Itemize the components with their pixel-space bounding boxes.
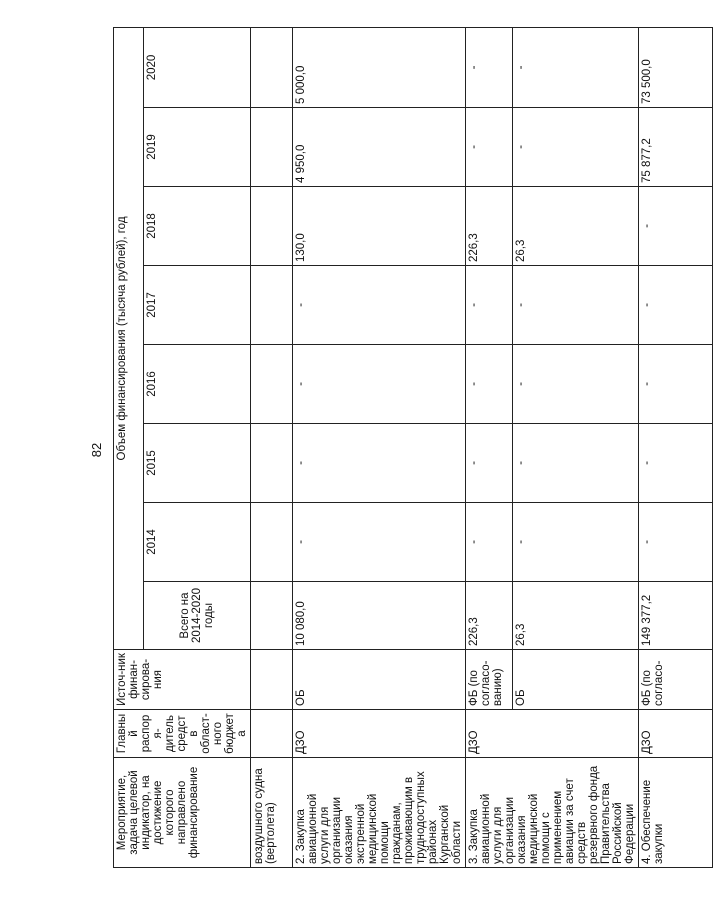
table-row <box>466 27 513 867</box>
cell-total <box>251 582 293 650</box>
cell-2016: - <box>466 345 513 424</box>
cell-total: 10 080,0 <box>293 582 466 650</box>
cell-2017: - <box>293 266 466 345</box>
table-row <box>293 27 466 867</box>
header-volume: Объем финансирования (тысяча рублей), год <box>114 27 144 649</box>
table-row <box>639 27 713 867</box>
cell-measure: воздушного судна (вертолета) <box>251 758 293 868</box>
header-year-2018: 2018 <box>144 187 251 266</box>
cell-2016: - <box>293 345 466 424</box>
cell-2020: 73 500,0 <box>639 27 713 107</box>
cell-source: ОБ <box>293 650 466 710</box>
cell-2017: - <box>639 266 713 345</box>
cell-source: ФБ (по согласо- <box>639 650 713 710</box>
cell-total: 226,3 <box>466 582 513 650</box>
cell-manager <box>251 710 293 758</box>
header-year-2019: 2019 <box>144 108 251 187</box>
cell-2018: 26,3 <box>512 187 638 266</box>
cell-2017 <box>251 266 293 345</box>
cell-2018 <box>251 187 293 266</box>
rotated-table-wrapper <box>113 28 665 868</box>
table-row <box>251 27 293 867</box>
cell-2019: - <box>466 108 513 187</box>
cell-2017: - <box>512 266 638 345</box>
cell-measure: 2. Закупка авиационной услуги для организации оказания экстренной медицинской помощи гражданам, проживающим в труднодоступных районах Курганской области <box>293 758 466 868</box>
cell-measure: 4. Обеспечение закупки <box>639 758 713 868</box>
header-year-2015: 2015 <box>144 424 251 503</box>
cell-total: 26,3 <box>512 582 638 650</box>
cell-manager: ДЗО <box>293 710 466 758</box>
cell-manager: ДЗО <box>466 710 639 758</box>
cell-2015: - <box>466 424 513 503</box>
cell-source <box>251 650 293 710</box>
cell-2020: 5 000,0 <box>293 27 466 107</box>
header-year-2017: 2017 <box>144 266 251 345</box>
cell-source: ОБ <box>512 650 638 710</box>
header-year-2020: 2020 <box>144 27 251 107</box>
header-total: Всего на 2014-2020 годы <box>144 582 251 650</box>
cell-2019: 75 877,2 <box>639 108 713 187</box>
cell-2016 <box>251 345 293 424</box>
header-row-1 <box>114 27 144 867</box>
cell-2020 <box>251 27 293 107</box>
cell-2018: 130,0 <box>293 187 466 266</box>
cell-2018: - <box>639 187 713 266</box>
cell-2014: - <box>512 503 638 582</box>
cell-2014: - <box>639 503 713 582</box>
cell-2014: - <box>293 503 466 582</box>
cell-2017: - <box>466 266 513 345</box>
cell-manager: ДЗО <box>639 710 713 758</box>
cell-2014: - <box>466 503 513 582</box>
cell-2016: - <box>639 345 713 424</box>
header-year-2016: 2016 <box>144 345 251 424</box>
cell-2019 <box>251 108 293 187</box>
cell-2019: 4 950,0 <box>293 108 466 187</box>
cell-2014 <box>251 503 293 582</box>
cell-2018: 226,3 <box>466 187 513 266</box>
financing-table <box>113 27 713 868</box>
cell-source: ФБ (по согласо-ванию) <box>466 650 513 710</box>
cell-2015: - <box>512 424 638 503</box>
cell-2015 <box>251 424 293 503</box>
header-manager: Главный распоря-дитель средств област-ного бюджета <box>114 710 251 758</box>
cell-2020: - <box>466 27 513 107</box>
header-source: Источ-ник финан-сирова-ния <box>114 650 251 710</box>
cell-2016: - <box>512 345 638 424</box>
header-measure: Мероприятие, задача целевой индикатор, на достижение которого направлено финансирование <box>114 758 251 868</box>
header-year-2014: 2014 <box>144 503 251 582</box>
cell-2019: - <box>512 108 638 187</box>
cell-2020: - <box>512 27 638 107</box>
cell-2015: - <box>639 424 713 503</box>
cell-measure: 3. Закупка авиационной услуги для организации оказания медицинской помощи с применением авиации за счет средств резервного фонда Правительства Российской Федерации <box>466 758 639 868</box>
page-number: 82 <box>89 442 104 458</box>
cell-total: 149 377,2 <box>639 582 713 650</box>
cell-2015: - <box>293 424 466 503</box>
